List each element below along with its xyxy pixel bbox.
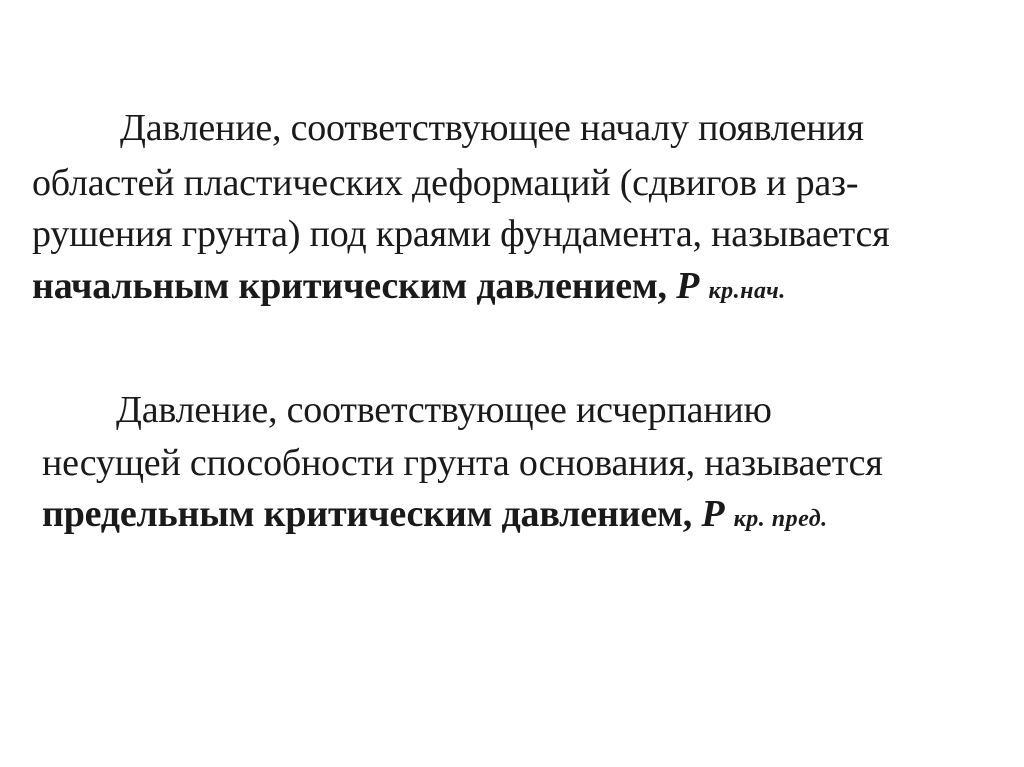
pressure-subscript: кр. пред. [733,506,828,532]
definition-line [42,492,828,541]
pressure-symbol: Р [676,265,700,307]
paragraph-line: областей пластических деформаций (сдвигов и раз- [32,162,859,204]
defined-term: предельным критическим давлением, [42,493,692,535]
paragraph-line: Давление, соответствующее началу появления [120,107,864,149]
defined-term: начальным критическим давлением, [32,265,667,307]
paragraph-line: несущей способности грунта основания, называется [42,442,883,484]
paragraph-line: Давление, соответствующее исчерпанию [116,389,772,431]
pressure-subscript: кр.нач. [708,278,786,304]
definition-line [32,264,786,313]
pressure-symbol: Р [701,493,725,535]
paragraph-line: рушения грунта) под краями фундамента, называется [32,213,890,255]
